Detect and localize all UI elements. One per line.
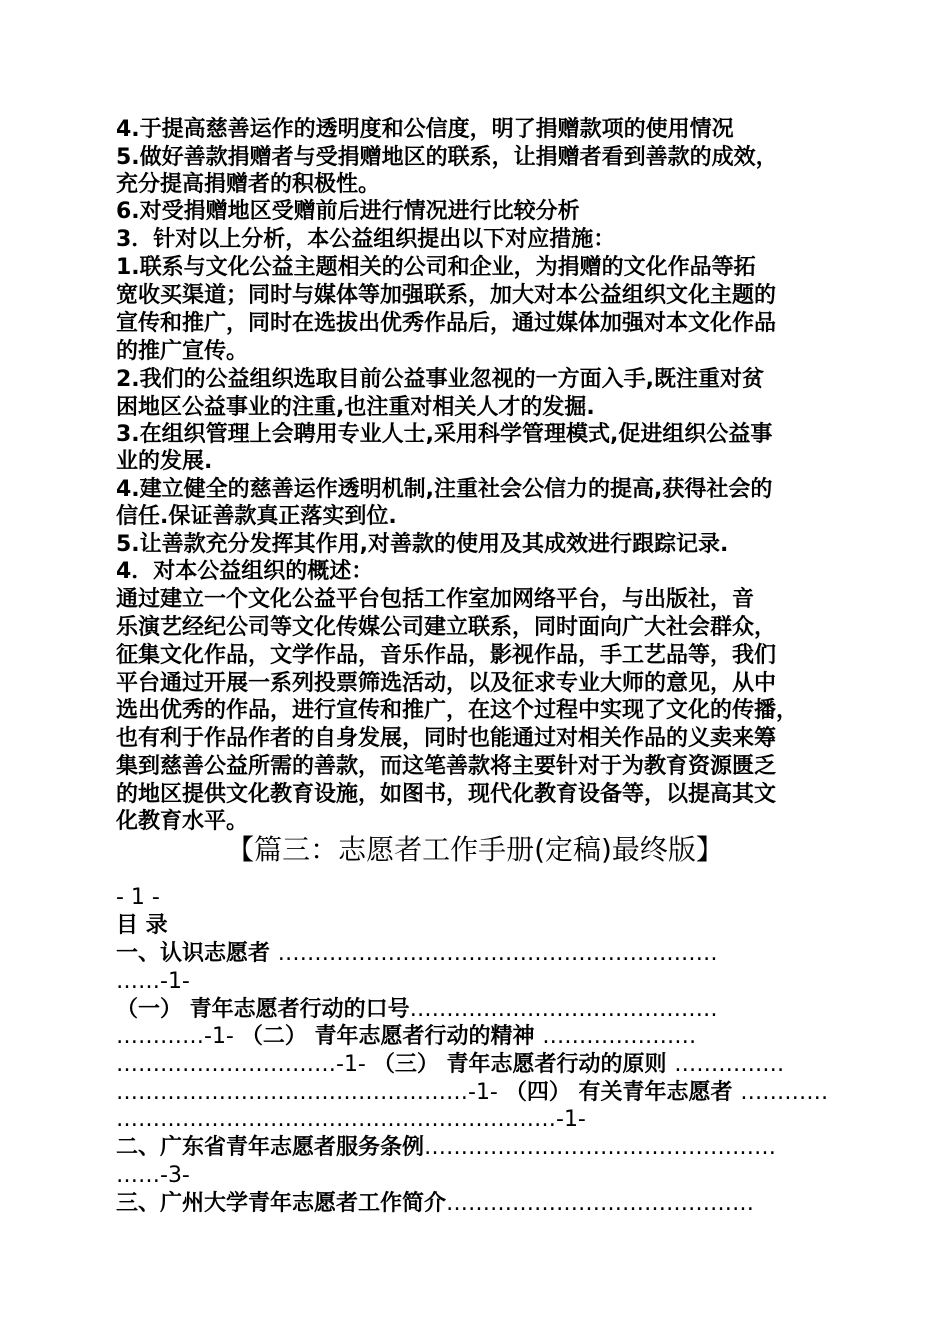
text-line: 4．对本公益组织的概述： [116,559,374,584]
toc-leader: ……………………………………………………-1- [116,1107,586,1132]
toc-entry-continued [116,1106,586,1134]
text-line: 3．针对以上分析，本公益组织提出以下对应措施： [116,227,616,252]
toc-leader: ………………… [542,1024,697,1049]
toc-entry-label: 二、广东省青年志愿者服务条例 [116,1135,425,1160]
toc-entry[interactable] [116,1051,784,1079]
text-line: 平台通过开展一系列投票筛选活动，以及征求专业大师的意见，从中 [116,671,777,696]
text-line: 4.于提高慈善运作的透明度和公信度，明了捐赠款项的使用情况 [116,117,734,142]
text-line: 宽收买渠道；同时与媒体等加强联系，加大对本公益组织文化主题的 [116,283,777,308]
text-line: 6.对受捐赠地区受赠前后进行情况进行比较分析 [116,199,580,224]
toc-entry-label: （三） 青年志愿者行动的原则 [372,1052,675,1077]
toc-leader: …………………………-1- [116,1052,373,1077]
text-line: 征集文化作品，文学作品，音乐作品，影视作品，手工艺品等，我们 [116,643,777,668]
toc-entry-continued [116,968,190,996]
toc-entry[interactable] [116,1190,754,1218]
toc-entry[interactable] [116,1023,696,1051]
text-line: 5.让善款充分发挥其作用,对善款的使用及其成效进行跟踪记录. [116,532,729,557]
text-line: 也有利于作品作者的自身发展，同时也能通过对相关作品的义卖来筹 [116,726,777,751]
text-line: 业的发展. [116,449,213,474]
toc-leader: …………………………………………………… [277,941,718,966]
toc-entry-label: 一、认识志愿者 [116,941,278,966]
toc-leader: …………………………………… [446,1191,755,1216]
section-heading: 【篇三：志愿者工作手册(定稿)最终版】 [226,833,724,866]
text-line: 信任.保证善款真正落实到位. [116,504,397,529]
toc-leader: …………………………………………-1- [116,1080,505,1105]
text-line: 的推广宣传。 [116,339,249,364]
toc-entry[interactable] [116,940,718,968]
toc-entry-label: （四） 有关青年志愿者 [504,1080,741,1105]
toc-entry-continued [116,1162,190,1190]
text-line: 5.做好善款捐赠者与受捐赠地区的联系，让捐赠者看到善款的成效， [116,145,778,170]
toc-entry-label: 三、广州大学青年志愿者工作简介 [116,1191,447,1216]
toc-leader: …………-1- [116,1024,241,1049]
text-line: 宣传和推广，同时在选拔出优秀作品后，通过媒体加强对本文化作品 [116,311,777,336]
toc-entry-label: （二） 青年志愿者行动的精神 [240,1024,543,1049]
toc-leader: ………… [740,1080,829,1105]
toc-entry[interactable] [116,996,718,1024]
text-line: 困地区公益事业的注重,也注重对相关人才的发掘. [116,395,595,420]
toc-leader: ……-3- [116,1163,190,1188]
toc-leader: …………… [674,1052,785,1077]
toc-leader: ……-1- [116,969,190,994]
toc-entry[interactable] [116,1134,776,1162]
page-number: - 1 - [116,885,160,910]
toc-leader: …………………………………… [409,997,718,1022]
text-line: 2.我们的公益组织选取目前公益事业忽视的一方面入手,既注重对贫 [116,367,765,392]
text-line: 1.联系与文化公益主题相关的公司和企业，为捐赠的文化作品等拓 [116,255,756,280]
text-line: 充分提高捐赠者的积极性。 [116,172,381,197]
text-line: 3.在组织管理上会聘用专业人士,采用科学管理模式,促进组织公益事 [116,422,773,447]
text-line: 的地区提供文化教育设施，如图书，现代化教育设备等，以提高其文 [116,782,777,807]
text-line: 乐演艺经纪公司等文化传媒公司建立联系，同时面向广大社会群众， [116,615,777,640]
text-line: 集到慈善公益所需的善款，而这笔善款将主要针对于为教育资源匮乏 [116,754,777,779]
text-line: 4.建立健全的慈善运作透明机制,注重社会公信力的提高,获得社会的 [116,477,773,502]
toc-leader: ………………………………………… [424,1135,777,1160]
toc-entry-label: （一） 青年志愿者行动的口号 [116,997,410,1022]
text-line: 选出优秀的作品，进行宣传和推广，在这个过程中实现了文化的传播， [116,698,799,723]
text-line: 化教育水平。 [116,809,249,834]
toc-title: 目 录 [116,913,168,938]
toc-entry[interactable] [116,1079,828,1107]
text-line: 通过建立一个文化公益平台包括工作室加网络平台，与出版社，音 [116,587,755,612]
